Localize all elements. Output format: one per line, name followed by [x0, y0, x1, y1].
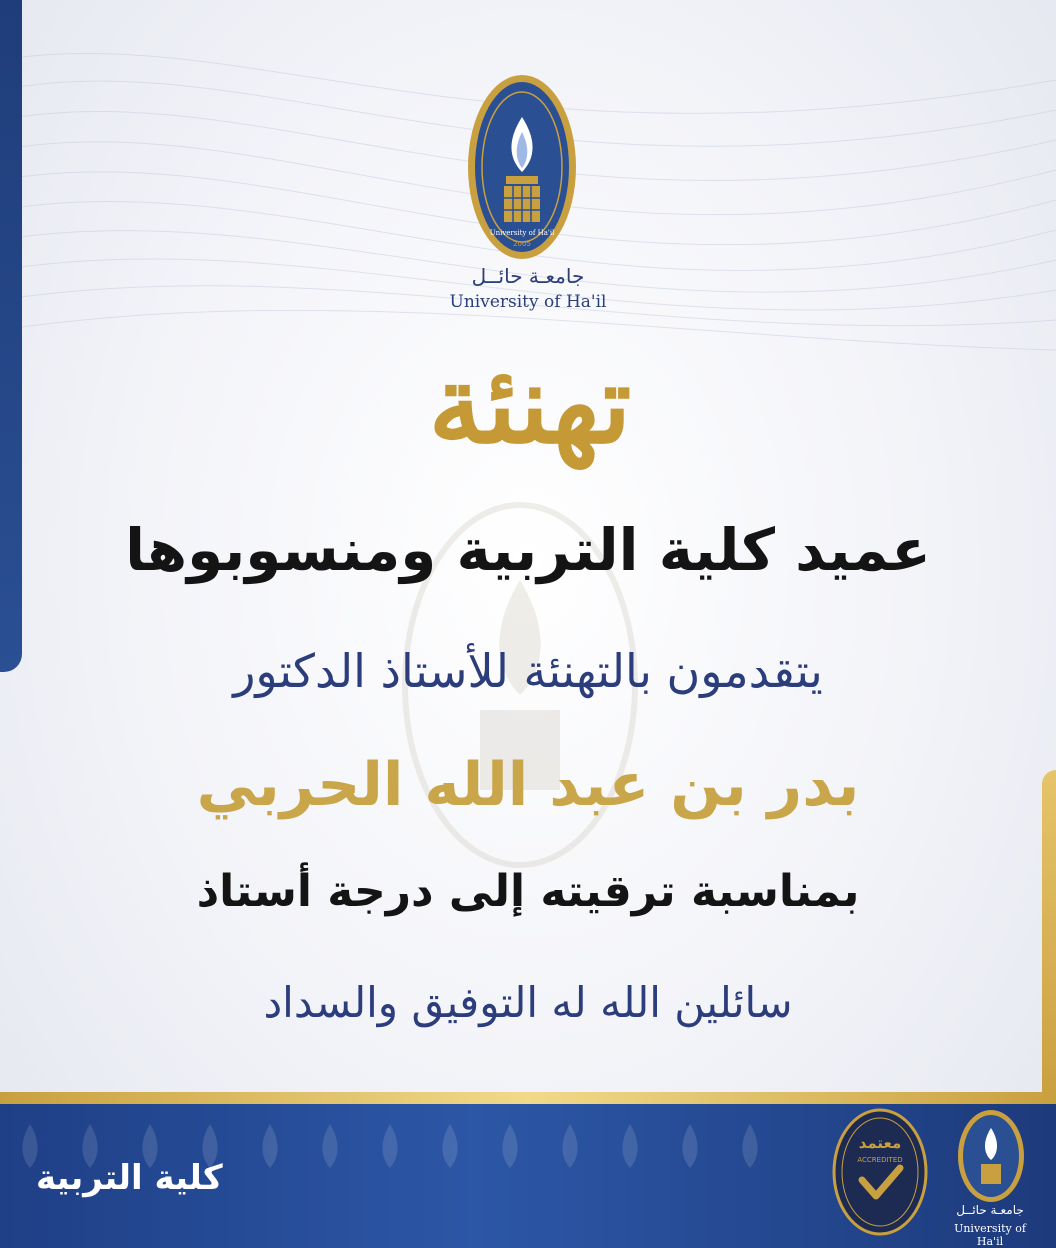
university-seal-logo	[466, 72, 578, 262]
footer-logo-arabic: جامعـة حائــل	[956, 1203, 1024, 1217]
badge-arabic-text: معتمد	[858, 1134, 902, 1152]
seal-year-text: 2005	[513, 240, 531, 248]
faculty-name: كلية التربية	[36, 1158, 223, 1198]
footer-gold-stripe	[0, 1092, 1056, 1104]
left-accent-bar	[0, 0, 22, 672]
congratulations-calligraphy: تهنئة	[428, 342, 632, 468]
right-gold-accent	[1042, 770, 1056, 1100]
accredited-badge	[832, 1108, 928, 1236]
wishes-line: سائلين الله له التوفيق والسداد	[263, 978, 793, 1027]
badge-english-text: ACCREDITED	[857, 1156, 903, 1164]
promotion-line: بمناسبة ترقيته إلى درجة أستاذ	[196, 866, 860, 917]
honoree-name: بدر بن عبد الله الحربي	[196, 750, 860, 820]
footer-logo-english: University of Ha'il	[954, 1222, 1026, 1248]
seal-name-text: University of Ha'il	[489, 229, 555, 237]
dean-and-staff-line: عميد كلية التربية ومنسوبوها	[125, 516, 931, 584]
footer-university-logo	[956, 1108, 1026, 1204]
logo-arabic-name: جامعـة حائــل	[471, 264, 585, 288]
congratulate-line: يتقدمون بالتهنئة للأستاذ الدكتور	[233, 644, 823, 698]
logo-english-name: University of Ha'il	[449, 292, 607, 312]
